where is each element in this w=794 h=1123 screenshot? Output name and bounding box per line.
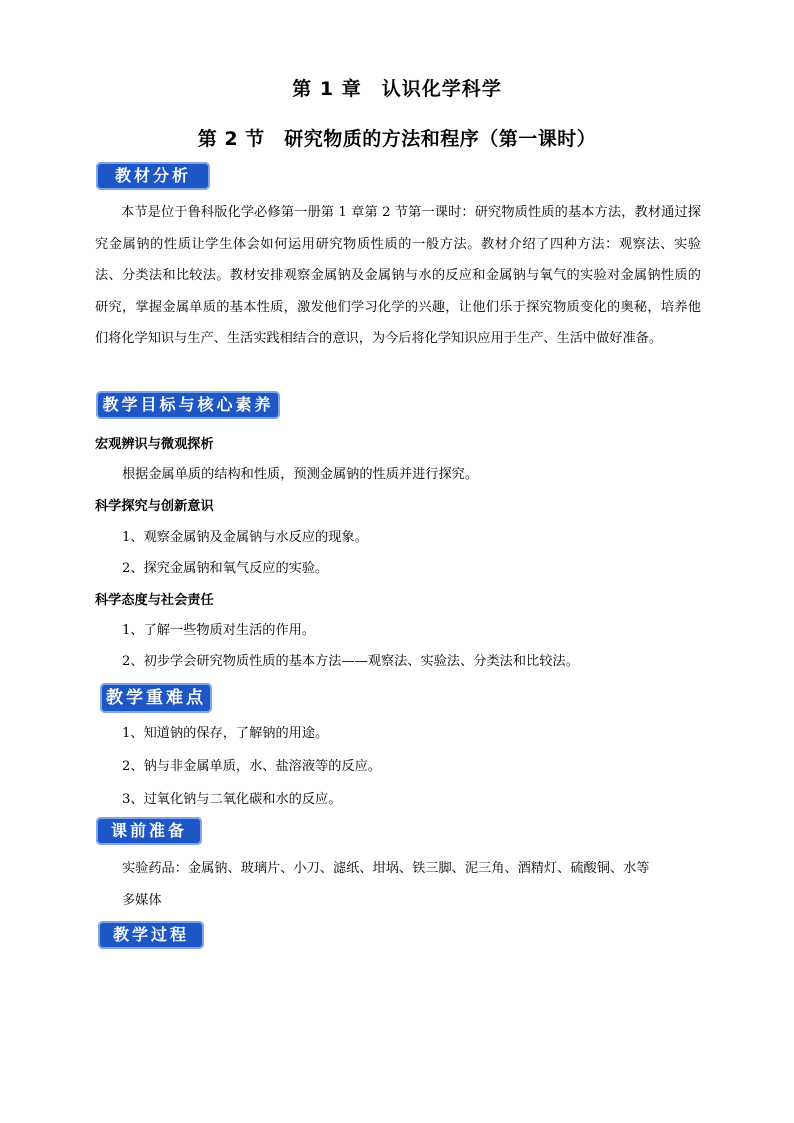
header-objectives: 教学目标与核心素养 xyxy=(96,391,280,419)
header-preparation: 课前准备 xyxy=(96,817,202,845)
key-point-item: 1、知道钠的保存，了解钠的用途。 xyxy=(122,726,329,741)
header-key-points: 教学重难点 xyxy=(100,683,212,713)
objective-sub1-title: 宏观辨识与微观探析 xyxy=(95,437,214,452)
key-point-item: 3、过氧化钠与二氧化碳和水的反应。 xyxy=(122,792,342,807)
header-process: 教学过程 xyxy=(98,921,204,949)
objective-sub1-item: 根据金属单质的结构和性质，预测金属钠的性质并进行探究。 xyxy=(122,467,479,482)
objective-sub3-title: 科学态度与社会责任 xyxy=(95,593,214,608)
header-analysis: 教材分析 xyxy=(96,162,210,190)
analysis-paragraph: 本节是位于鲁科版化学必修第一册第 1 章第 2 节第一课时：研究物质性质的基本方法，教材通过探究金属钠的性质让学生体会如何运用研究物质性质的一般方法。教材介绍了四种方法：观察法、实验法、分类法和比较法。教材安排观察金属钠及金属钠与水的反应和金属钠与氧气的实验对金属钠性质的研究，掌握金属单质的基本性质，激发他们学习化学的兴趣，让他们乐于探究物质变化的奥秘，培养他们将化学知识与生产、生活实践相结合的意识，为今后将化学知识应用于生产、生活中做好准备。 xyxy=(95,205,701,346)
objective-sub2-item: 2、探究金属钠和氧气反应的实验。 xyxy=(122,561,329,576)
section-title: 第 2 节 研究物质的方法和程序（第一课时） xyxy=(197,128,597,150)
objective-sub3-item: 2、初步学会研究物质性质的基本方法——观察法、实验法、分类法和比较法。 xyxy=(122,654,579,669)
objective-sub2-item: 1、观察金属钠及金属钠与水反应的现象。 xyxy=(122,530,368,545)
key-point-item: 2、钠与非金属单质，水、盐溶液等的反应。 xyxy=(122,759,381,774)
objective-sub3-item: 1、了解一些物质对生活的作用。 xyxy=(122,623,316,638)
chapter-title: 第 1 章 认识化学科学 xyxy=(292,78,502,100)
preparation-media: 多媒体 xyxy=(122,893,162,908)
objective-sub2-title: 科学探究与创新意识 xyxy=(95,499,214,514)
preparation-materials: 实验药品：金属钠、玻璃片、小刀、滤纸、坩埚、铁三脚、泥三角、酒精灯、硫酸铜、水等 xyxy=(122,861,650,876)
